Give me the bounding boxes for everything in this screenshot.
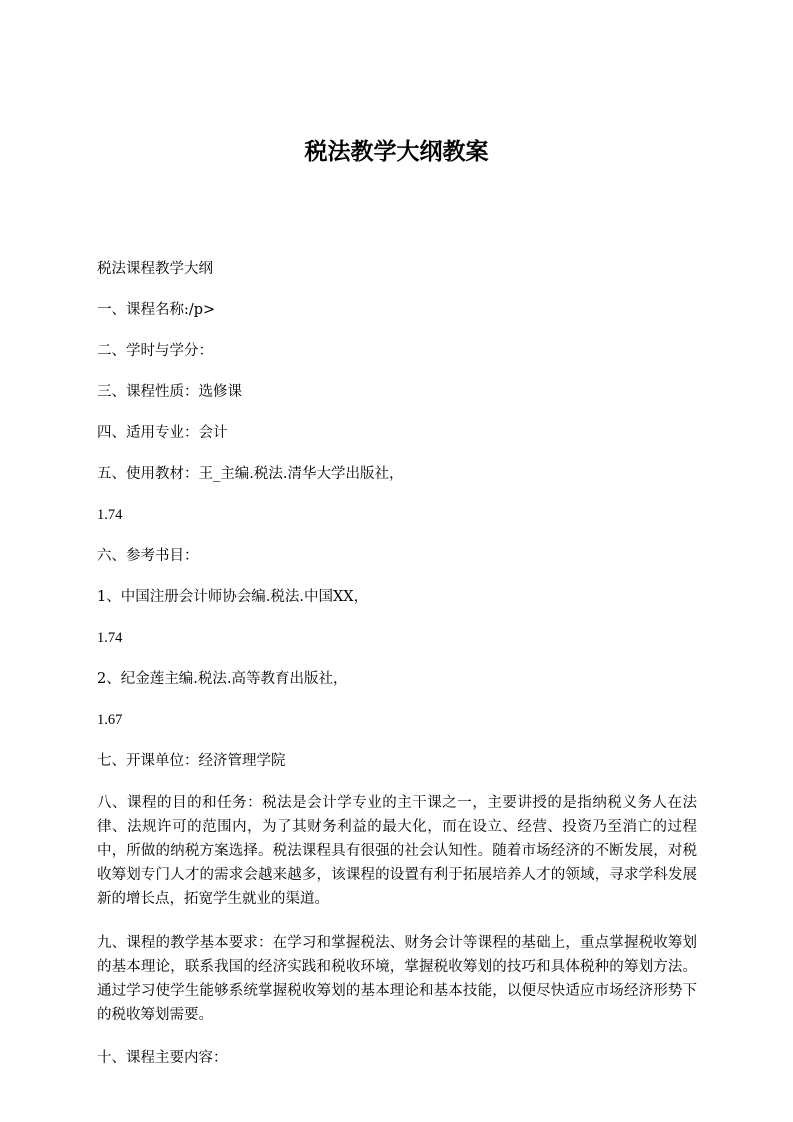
references-heading: 六、参考书目： — [97, 548, 199, 564]
teaching-requirements-paragraph: 九、课程的教学基本要求：在学习和掌握税法、财务会计等课程的基础上，重点掌握税收筹划的基本理论，联系我国的经济实践和税收环境，掌握税收筹划的技巧和具体税种的筹划方法。通过学习使学生能够系统掌握税收筹划的基本理论和基本技能，以便尽快适应市场经济形势下的税收筹划需要。 — [97, 935, 697, 1023]
reference-item-1: 1、中国注册会计师协会编.税法.中国XX， — [97, 589, 369, 605]
applicable-major-line: 四、适用专业：会计 — [97, 425, 228, 441]
reference-item-2: 2、纪金莲主编.税法.高等教育出版社， — [97, 671, 348, 687]
document-title: 税法教学大纲教案 — [304, 139, 489, 165]
document-body — [97, 258, 697, 1088]
textbook-number: 1.74 — [97, 507, 123, 523]
textbook-line: 五、使用教材：王_主编.税法.清华大学出版社， — [97, 466, 404, 482]
course-name-line: 一、课程名称:/p> — [97, 302, 216, 318]
hours-credits-line: 二、学时与学分： — [97, 343, 213, 359]
course-objectives-paragraph: 八、课程的目的和任务：税法是会计学专业的主干课之一，主要讲授的是指纳税义务人在法律、法规许可的范围内，为了其财务利益的最大化，而在设立、经营、投资乃至消亡的过程中，所做的纳税方案选择。税法课程具有很强的社会认知性。随着市场经济的不断发展，对税收筹划专门人才的需求会越来越多，该课程的设置有利于拓展培养人才的领域，寻求学科发展新的增长点，拓宽学生就业的渠道。 — [97, 795, 697, 907]
reference-number-2: 1.67 — [97, 712, 123, 728]
offering-unit-line: 七、开课单位：经济管理学院 — [97, 753, 286, 769]
syllabus-heading: 税法课程教学大纲 — [97, 261, 213, 277]
course-nature-line: 三、课程性质：选修课 — [97, 384, 242, 400]
reference-number-1: 1.74 — [97, 630, 123, 646]
main-content-heading: 十、课程主要内容： — [97, 1050, 228, 1066]
